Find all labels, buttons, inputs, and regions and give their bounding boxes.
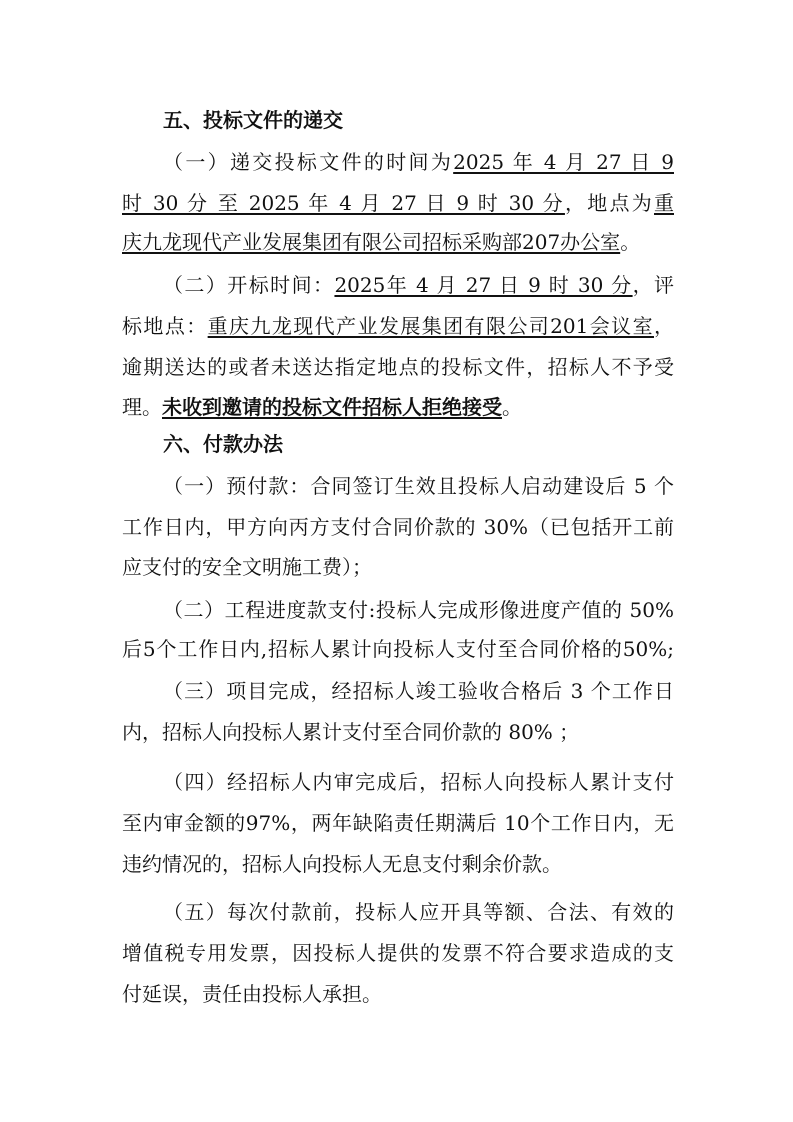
- s5-p2-line1: （二）开标时间：2025年 4 月 27 日 9 时 30 分，评: [163, 273, 674, 297]
- s6-item1-line1: （一）预付款：合同签订生效且投标人启动建设后 5 个: [163, 474, 674, 498]
- s6-item2-line1: （二）工程进度款支付:投标人完成形像进度产值的 50%: [163, 598, 674, 622]
- s5-p1-line2: 时 30 分 至 2025 年 4 月 27 日 9 时 30 分，地点为重: [122, 191, 674, 215]
- section-5-heading: 五、投标文件的递交: [163, 108, 343, 132]
- s6-item2-line2: 后5个工作日内,招标人累计向投标人支付至合同价格的50%;: [122, 637, 674, 661]
- s6-item4-line1: （四）经招标人内审完成后，招标人向投标人累计支付: [163, 770, 674, 794]
- s6-item4-line2: 至内审金额的97%，两年缺陷责任期满后 10个工作日内，无: [122, 811, 674, 835]
- section-6-heading: 六、付款办法: [163, 432, 283, 456]
- s6-item3-line2: 内，招标人向投标人累计支付至合同价款的 80% ；: [122, 720, 580, 744]
- s6-item3-line1: （三）项目完成，经招标人竣工验收合格后 3 个工作日: [163, 679, 674, 703]
- s5-p2-line2: 标地点：重庆九龙现代产业发展集团有限公司201会议室，: [122, 314, 674, 338]
- s5-p2-line4: 理。未收到邀请的投标文件招标人拒绝接受。: [122, 395, 522, 419]
- s6-item5-line3: 付延误，责任由投标人承担。: [122, 982, 382, 1006]
- s6-item1-line2: 工作日内，甲方向丙方支付合同价款的 30%（已包括开工前: [122, 515, 674, 539]
- s6-item5-line2: 增值税专用发票，因投标人提供的发票不符合要求造成的支: [122, 941, 674, 965]
- s5-p1-line3: 庆九龙现代产业发展集团有限公司招标采购部207办公室。: [122, 230, 641, 254]
- s6-item5-line1: （五）每次付款前，投标人应开具等额、合法、有效的: [163, 900, 674, 924]
- s5-p1-line1: （一）递交投标文件的时间为2025 年 4 月 27 日 9: [163, 150, 674, 174]
- s5-p2-line3: 逾期送达的或者未送达指定地点的投标文件，招标人不予受: [122, 355, 674, 379]
- s6-item1-line3: 应支付的安全文明施工费）；: [122, 555, 372, 579]
- s6-item4-line3: 违约情况的，招标人向投标人无息支付剩余价款。: [122, 852, 562, 876]
